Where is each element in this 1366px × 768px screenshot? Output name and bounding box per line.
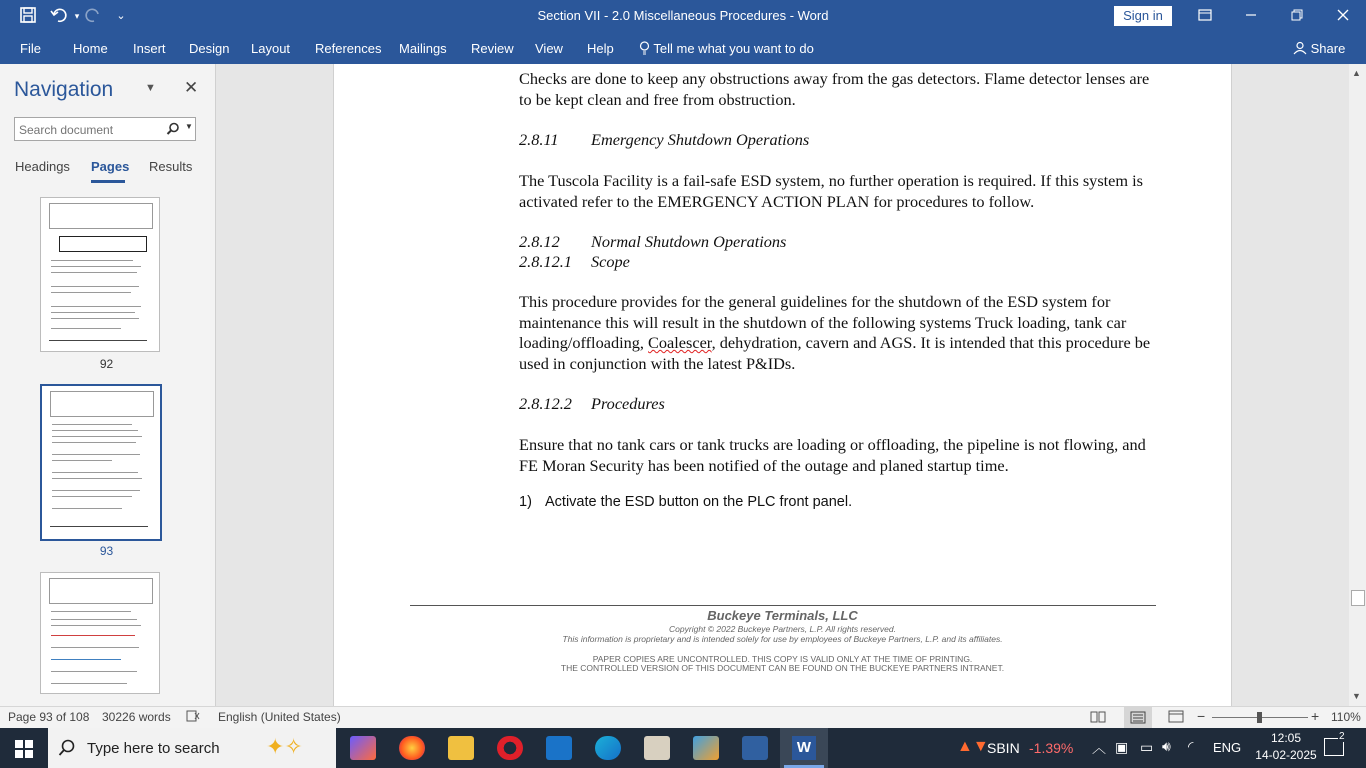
step-text: Activate the ESD button on the PLC front panel. [545,494,853,510]
zoom-slider-thumb[interactable] [1257,712,1262,723]
read-mode-icon[interactable] [1090,710,1106,726]
tell-me-box[interactable] [639,41,814,56]
heading-2-8-11 [519,130,809,150]
scope-text-start: This procedure provides for the general guidelines for the shutdown of the ESD system for maintenance this will result in the shutdown of the following systems Truck loading, tank car loading/offloading, [519,292,1127,352]
person-icon [1293,41,1307,55]
language[interactable]: English (United States) [218,710,341,724]
scope-text-end: , dehydration, cavern and AGS. It is intended that this procedure be used in conjunction with the latest P&IDs. [519,333,1151,373]
paragraph-detectors: Checks are done to keep any obstructions away from the gas detectors. Flame detector lenses are to be kept clean and free from obstruction. [519,69,1150,109]
meet-now-icon[interactable]: ▣ [1115,739,1129,755]
tab-design[interactable]: Design [189,41,230,56]
page-thumbnail-93[interactable] [40,384,162,541]
heading-number: 2.8.12.2 [519,394,572,413]
heading-number: 2.8.12.1 [519,252,572,271]
taskbar-search-box[interactable] [48,728,336,768]
firefox-icon[interactable] [399,736,425,760]
thumbnail-table [59,236,147,252]
pane-options-icon[interactable]: ▼ [145,82,156,94]
tab-results[interactable]: Results [149,159,193,174]
paragraph-procedures: Ensure that no tank cars or tank trucks are loading or offloading, the pipeline is not flowing, and FE Moran Security has been notified of the outage and planed startup time. [519,435,1146,475]
taskbar [0,728,1366,768]
footer-controlled: THE CONTROLLED VERSION OF THIS DOCUMENT CAN BE FOUND ON THE BUCKEYE PARTNERS INTRANET. [560,663,1005,673]
tab-home[interactable]: Home [73,41,108,56]
customize-quick-access-icon[interactable]: ⌄ [116,10,126,22]
print-layout-icon[interactable] [1124,707,1152,728]
tab-headings[interactable]: Headings [15,159,70,174]
copilot-icon[interactable] [350,736,376,760]
heading-text: Normal Shutdown Operations [591,232,787,251]
edge-icon[interactable] [595,736,621,760]
tab-references[interactable]: References [315,41,382,56]
restore-icon[interactable] [1274,0,1320,33]
window-title: Section VII - 2.0 Miscellaneous Procedures - Word [537,8,829,23]
mail-icon[interactable] [546,736,572,760]
heading-text: Scope [591,252,630,271]
tell-me-label: Tell me what you want to do [653,41,814,56]
procedure-step-1 [519,494,852,510]
zoom-out-icon[interactable]: − [1197,708,1206,724]
paragraph-scope [519,292,1159,374]
navigation-title: Navigation [14,78,114,101]
sign-in-button[interactable]: Sign in [1114,6,1172,26]
scroll-up-icon[interactable]: ▲ [1352,68,1361,78]
search-document-box[interactable] [14,117,196,141]
ribbon-tabs [0,33,1366,64]
notification-count: 2 [1339,731,1345,742]
zoom-level[interactable]: 110% [1331,710,1361,724]
file-explorer-icon[interactable] [448,736,474,760]
page-thumbnail-next[interactable] [40,572,160,694]
paragraph-esd-system: The Tuscola Facility is a fail-safe ESD system, no further operation is required. If this system is activated refer to the EMERGENCY ACTION PLAN for procedures to follow. [519,171,1144,211]
clock-date[interactable]: 14-02-2025 [1255,748,1317,762]
page-number-92: 92 [99,357,114,371]
battery-icon[interactable]: ▭ [1140,739,1154,755]
stock-name[interactable]: SBIN [987,740,1020,756]
search-icon[interactable] [166,122,180,136]
heading-2-8-12-2 [519,394,665,414]
vertical-scrollbar[interactable] [1349,64,1366,706]
windows-start-icon[interactable] [15,740,33,763]
app-icon-3[interactable] [742,736,768,760]
minimize-icon[interactable] [1228,0,1274,33]
search-dropdown-icon[interactable]: ▼ [185,122,193,131]
undo-dropdown-icon[interactable]: ▾ [74,11,80,21]
stock-trend-icon: ▲▼ [957,738,989,755]
page-number-93: 93 [99,544,114,558]
tab-layout[interactable]: Layout [251,41,291,56]
volume-icon[interactable]: 🔊︎ [1162,738,1171,754]
footer-rule [410,605,1156,606]
heading-2-8-12 [519,232,786,252]
close-icon[interactable] [1320,0,1366,33]
tab-pages[interactable]: Pages [91,159,130,174]
heading-text: Procedures [591,394,665,413]
heading-text: Emergency Shutdown Operations [591,130,810,149]
close-pane-icon[interactable]: ✕ [184,78,199,97]
step-number: 1) [519,494,532,510]
search-icon [58,739,76,757]
web-layout-icon[interactable] [1168,710,1184,726]
tab-file[interactable]: File [20,41,41,56]
thumbnail-header [50,391,154,417]
footer-company: Buckeye Terminals, LLC [707,608,858,623]
page-thumbnail-92[interactable] [40,197,160,352]
taskbar-search-placeholder: Type here to search [87,740,220,757]
heading-number: 2.8.12 [519,232,560,251]
share-label: Share [1310,41,1346,56]
tab-review[interactable]: Review [471,41,514,56]
app-icon-1[interactable] [644,736,670,760]
app-icon-2[interactable] [693,736,719,760]
title-bar [0,0,1366,33]
thumbnail-header [49,203,153,229]
word-count[interactable]: 30226 words [102,710,171,724]
page-count[interactable]: Page 93 of 108 [8,710,90,724]
footer-uncontrolled: PAPER COPIES ARE UNCONTROLLED. THIS COPY IS VALID ONLY AT THE TIME OF PRINTING. [592,654,973,664]
proofing-icon[interactable] [186,710,200,725]
scroll-thumb[interactable] [1351,590,1365,606]
network-icon[interactable]: ◜ [1188,738,1194,754]
tab-view[interactable]: View [535,41,563,56]
scroll-down-icon[interactable]: ▼ [1352,691,1361,701]
status-bar [0,706,1366,729]
spelling-error-word[interactable]: Coalescer [648,333,712,352]
input-language[interactable]: ENG [1213,740,1242,755]
heading-2-8-12-1 [519,252,630,272]
word-taskbar-button[interactable] [780,728,828,768]
zoom-in-icon[interactable]: + [1311,708,1320,724]
clock-time[interactable]: 12:05 [1270,731,1302,745]
tab-help[interactable]: Help [587,41,614,56]
footer-proprietary: This information is proprietary and is intended solely for use by employees of Buckeye Partners, L.P. and its affiliates. [562,634,1003,644]
tab-mailings[interactable]: Mailings [399,41,447,56]
opera-icon[interactable] [497,736,523,760]
show-hidden-icons[interactable]: ︿ [1092,740,1106,756]
document-page[interactable] [333,64,1232,706]
lightbulb-icon [639,41,650,55]
thumbnail-header [49,578,153,604]
ribbon-display-options-icon[interactable] [1182,0,1228,33]
search-input[interactable] [17,120,161,139]
active-tab-indicator [91,180,125,183]
tab-insert[interactable]: Insert [133,41,166,56]
document-area [216,64,1349,706]
footer-copyright: Copyright © 2022 Buckeye Partners, L.P. All rights reserved. [669,624,896,634]
stock-change[interactable]: -1.39% [1029,740,1074,756]
search-highlight-icon: ✦✧ [266,734,303,759]
share-button[interactable] [1293,41,1345,56]
navigation-pane [0,64,216,706]
heading-number: 2.8.11 [519,130,559,149]
word-icon: W [792,736,816,760]
